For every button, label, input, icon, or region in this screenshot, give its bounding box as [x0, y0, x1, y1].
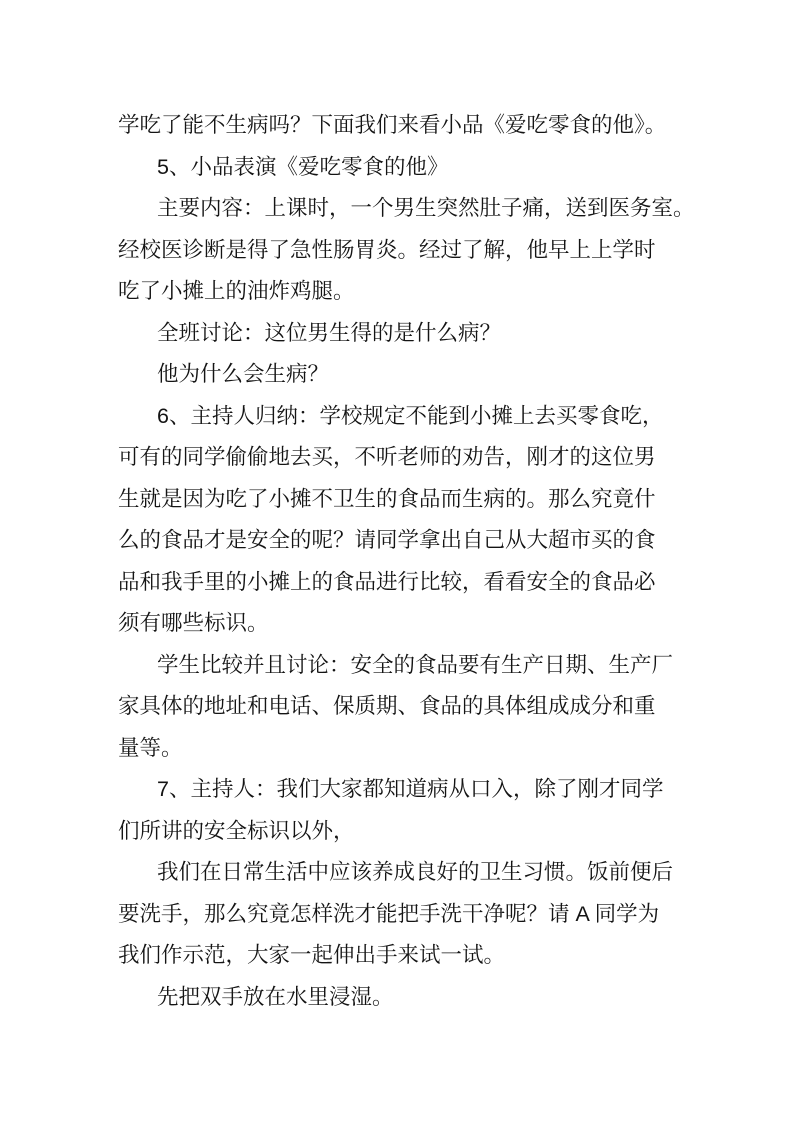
text-line: 可有的同学偷偷地去买，不听老师的劝告，刚才的这位男 — [118, 445, 656, 469]
text-line: 须有哪些标识。 — [118, 611, 269, 635]
text-line: 家具体的地址和电话、保质期、食品的具体组成成分和重 — [118, 694, 656, 718]
text-line: 先把双手放在水里浸湿。 — [157, 984, 394, 1009]
document-text-block — [118, 105, 695, 1018]
text-line: 主要内容：上课时，一个男生突然肚子痛，送到医务室。 — [157, 196, 695, 220]
text-line: 吃了小摊上的油炸鸡腿。 — [118, 279, 355, 303]
text-line: 他为什么会生病？ — [157, 362, 330, 386]
text-line: 5、小品表演《爱吃零食的他》 — [157, 154, 449, 179]
text-line: 学生比较并且讨论：安全的食品要有生产日期、生产厂 — [157, 652, 674, 677]
text-line: 我们作示范，大家一起伸出手来试一试。 — [118, 943, 506, 967]
text-line: 生就是因为吃了小摊不卫生的食品而生病的。那么究竟什 — [118, 486, 656, 511]
text-line: 全班讨论：这位男生得的是什么病？ — [157, 320, 502, 345]
text-line: 6、主持人归纳：学校规定不能到小摊上去买零食吃， — [157, 403, 664, 428]
text-line: 学吃了能不生病吗？下面我们来看小品《爱吃零食的他》。 — [118, 113, 667, 137]
text-line: 经校医诊断是得了急性肠胃炎。经过了解，他早上上学时 — [118, 237, 656, 262]
text-line: 么的食品才是安全的呢？请同学拿出自己从大超市买的食 — [118, 528, 656, 552]
text-line: 7、主持人：我们大家都知道病从口入，除了刚才同学 — [157, 777, 664, 801]
text-line: 要洗手，那么究竟怎样洗才能把手洗干净呢？请 A 同学为 — [118, 901, 660, 926]
text-line: 品和我手里的小摊上的食品进行比较，看看安全的食品必 — [118, 569, 656, 594]
text-line: 我们在日常生活中应该养成良好的卫生习惯。饭前便后 — [157, 860, 674, 884]
text-line: 量等。 — [118, 735, 183, 760]
text-line: 们所讲的安全标识以外， — [118, 818, 355, 843]
